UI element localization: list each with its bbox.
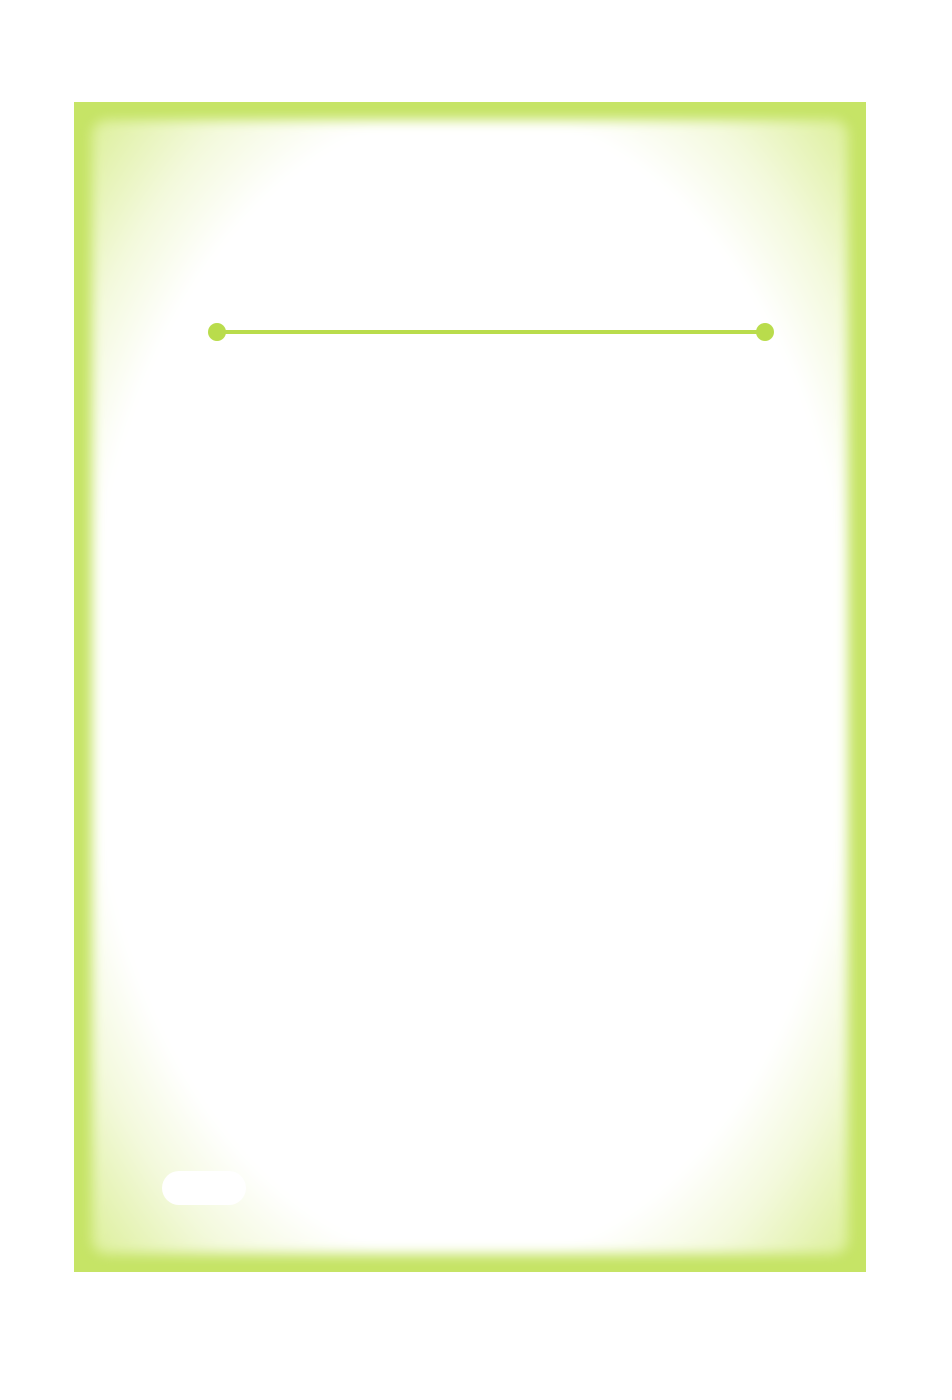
vine-bottom-border <box>240 1170 840 1206</box>
bottom-left-pill <box>162 1171 246 1205</box>
page-frame <box>74 102 866 1272</box>
vine-left-border <box>128 180 178 670</box>
divider-line <box>206 321 776 343</box>
vine-top-border <box>130 150 842 200</box>
frame-inner-glow <box>92 120 848 1254</box>
